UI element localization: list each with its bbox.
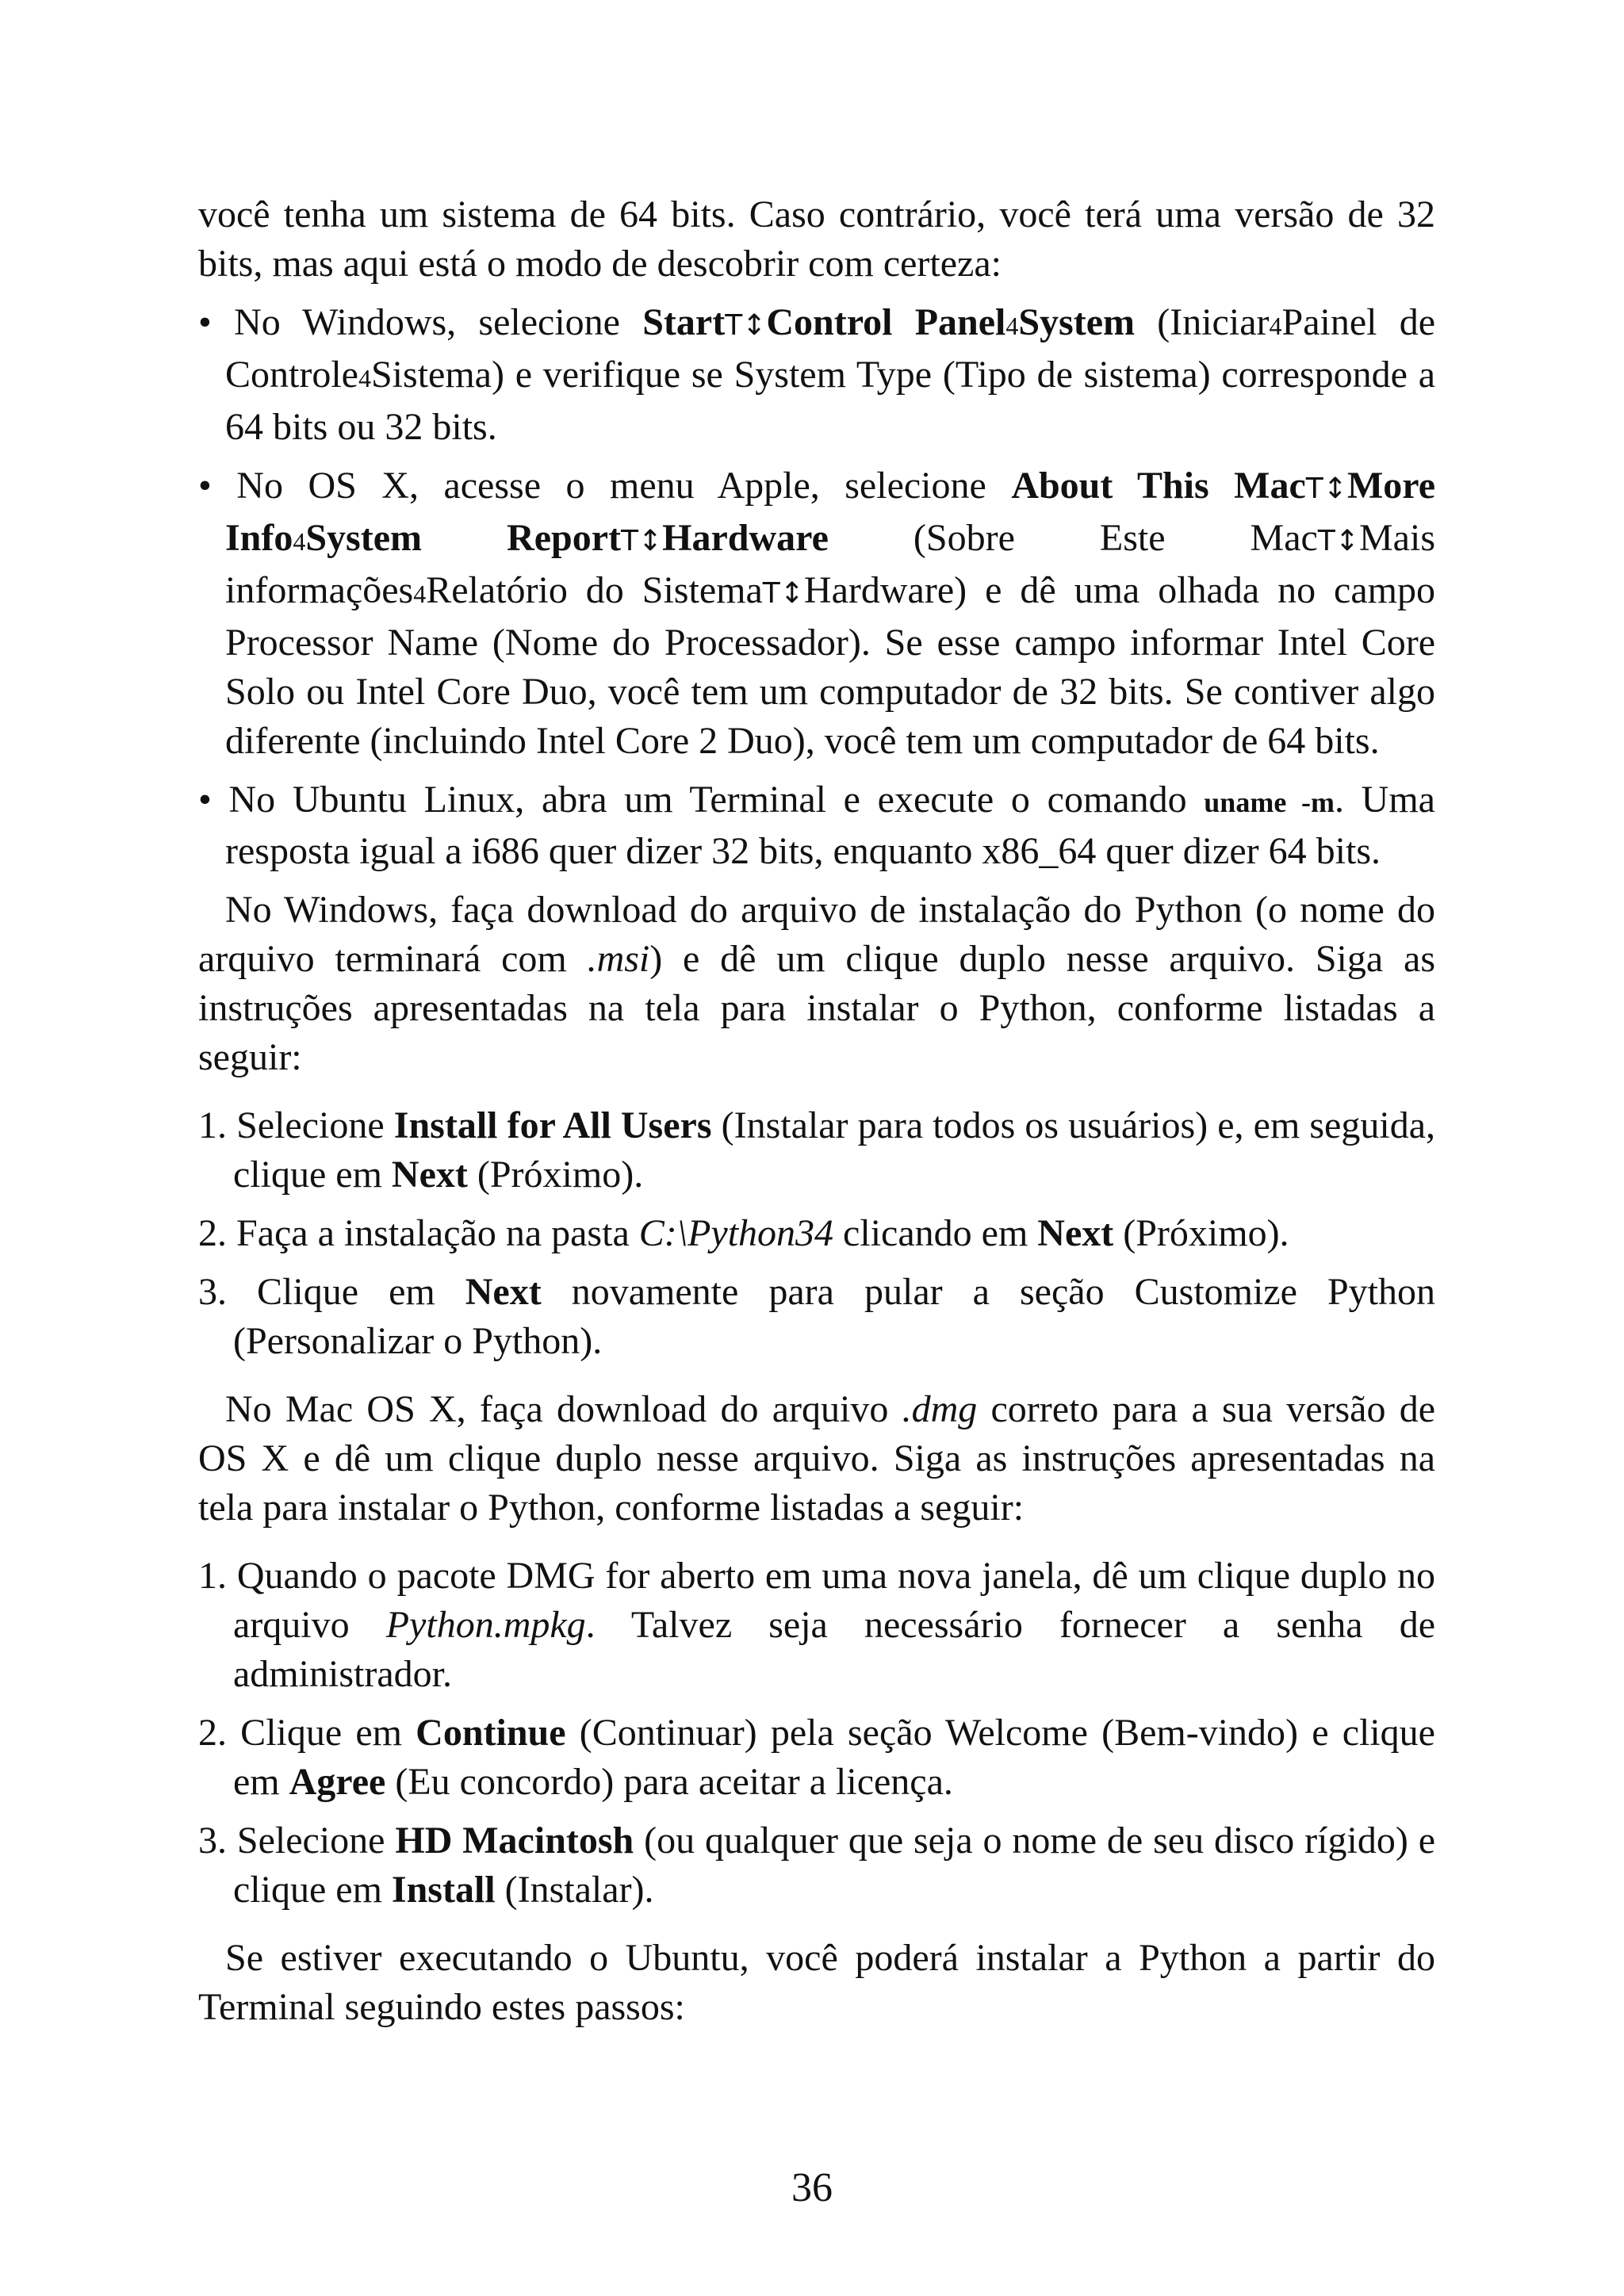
windows-step-3: 3. Clique em Next novamente para pular a seção Customize Python (Personalizar o Python). <box>198 1271 1436 1362</box>
os-check-list <box>198 298 1435 876</box>
menu-path-control-panel: Control Panel <box>766 301 1006 343</box>
step-number: 2. <box>198 1212 227 1254</box>
menu-path-start: Start <box>642 301 726 343</box>
menu-path-hardware: Hardware <box>662 517 829 559</box>
small-arrow-icon: 4 <box>413 580 427 608</box>
menu-arrow-icon: T↕ <box>1317 525 1359 557</box>
small-arrow-icon: 4 <box>358 364 371 392</box>
step-number: 1. <box>198 1104 227 1146</box>
page-body <box>198 190 1435 2032</box>
list-item-ubuntu: • No Ubuntu Linux, abra um Terminal e execute o comando uname -m. Uma resposta igual a i686 quer dizer 32 bits, enquanto x86_64 quer dizer 64 bits. <box>198 779 1435 872</box>
list-item-osx: • No OS X, acesse o menu Apple, selecione About This MacT↕More Info4System ReportT↕Hardware (Sobre Este MacT↕Mais informações4Relatório do SistemaT↕Hardware) e dê uma olhada no campo Processor Name (Nome do Processador). Se esse campo informar Intel Core Solo ou Intel Core Duo, você tem um computador de 32 bits. Se contiver algo diferente (incluindo Intel Core 2 Duo), você tem um computador de 64 bits. <box>198 465 1435 762</box>
windows-steps-list <box>198 1101 1435 1366</box>
menu-arrow-icon: T↕ <box>620 525 663 557</box>
step-number: 3. <box>198 1820 227 1862</box>
menu-path-about-this-mac: About This Mac <box>1011 465 1306 507</box>
step-number: 1. <box>198 1555 227 1597</box>
command-uname: uname -m <box>1204 786 1335 818</box>
bullet-marker: • <box>198 301 212 343</box>
mac-steps-list <box>198 1552 1435 1915</box>
bullet-marker: • <box>198 779 212 821</box>
small-arrow-icon: 4 <box>1269 312 1282 340</box>
file-extension-msi: .msi <box>587 938 650 980</box>
package-filename: Python.mpkg <box>385 1604 586 1646</box>
windows-step-1: 1. Selecione Install for All Users (Instalar para todos os usuários) e, em seguida, clique em Next (Próximo). <box>198 1104 1435 1196</box>
mac-step-1: 1. Quando o pacote DMG for aberto em uma nova janela, dê um clique duplo no arquivo Python.mpkg. Talvez seja necessário fornecer a senha de administrador. <box>198 1555 1436 1695</box>
ubuntu-install-paragraph: Se estiver executando o Ubuntu, você poderá instalar a Python a partir do Terminal seguindo estes passos: <box>198 1937 1435 2028</box>
windows-step-2: 2. Faça a instalação na pasta C:\Python34 clicando em Next (Próximo). <box>198 1212 1289 1254</box>
small-arrow-icon: 4 <box>1005 312 1019 340</box>
page-number: 36 <box>791 2165 833 2210</box>
mac-step-2: 2. Clique em Continue (Continuar) pela seção Welcome (Bem-vindo) e clique em Agree (Eu concordo) para aceitar a licença. <box>198 1712 1435 1803</box>
menu-arrow-icon: T↕ <box>1305 473 1347 505</box>
mac-install-paragraph: No Mac OS X, faça download do arquivo .dmg correto para a sua versão de OS X e dê um clique duplo nesse arquivo. Siga as instruções apresentadas na tela para instalar o Python, conforme listadas a seguir: <box>198 1388 1436 1529</box>
menu-arrow-icon: T↕ <box>762 577 804 610</box>
small-arrow-icon: 4 <box>293 527 306 556</box>
list-item-windows: • No Windows, selecione StartT↕Control Panel4System (Iniciar4Painel de Controle4Sistema) e verifique se System Type (Tipo de sistema) corresponde a 64 bits ou 32 bits. <box>198 301 1436 448</box>
step-number: 2. <box>198 1712 227 1754</box>
file-extension-dmg: .dmg <box>902 1388 978 1430</box>
menu-path-system-report: System Report <box>305 517 621 559</box>
menu-arrow-icon: T↕ <box>725 309 767 342</box>
menu-path-system: System <box>1018 301 1136 343</box>
intro-paragraph: você tenha um sistema de 64 bits. Caso contrário, você terá uma versão de 32 bits, mas aqui está o modo de descobrir com certeza: <box>198 193 1435 285</box>
menu-path-more-info: More Info <box>225 465 1435 559</box>
windows-install-paragraph: No Windows, faça download do arquivo de instalação do Python (o nome do arquivo terminará com .msi) e dê um clique duplo nesse arquivo. Siga as instruções apresentadas na tela para instalar o Python, conforme listadas a seguir: <box>198 889 1435 1078</box>
bullet-marker: • <box>198 465 212 507</box>
step-number: 3. <box>198 1271 227 1313</box>
mac-step-3: 3. Selecione HD Macintosh (ou qualquer que seja o nome de seu disco rígido) e clique em Install (Instalar). <box>198 1820 1435 1911</box>
install-path: C:\Python34 <box>638 1212 834 1254</box>
